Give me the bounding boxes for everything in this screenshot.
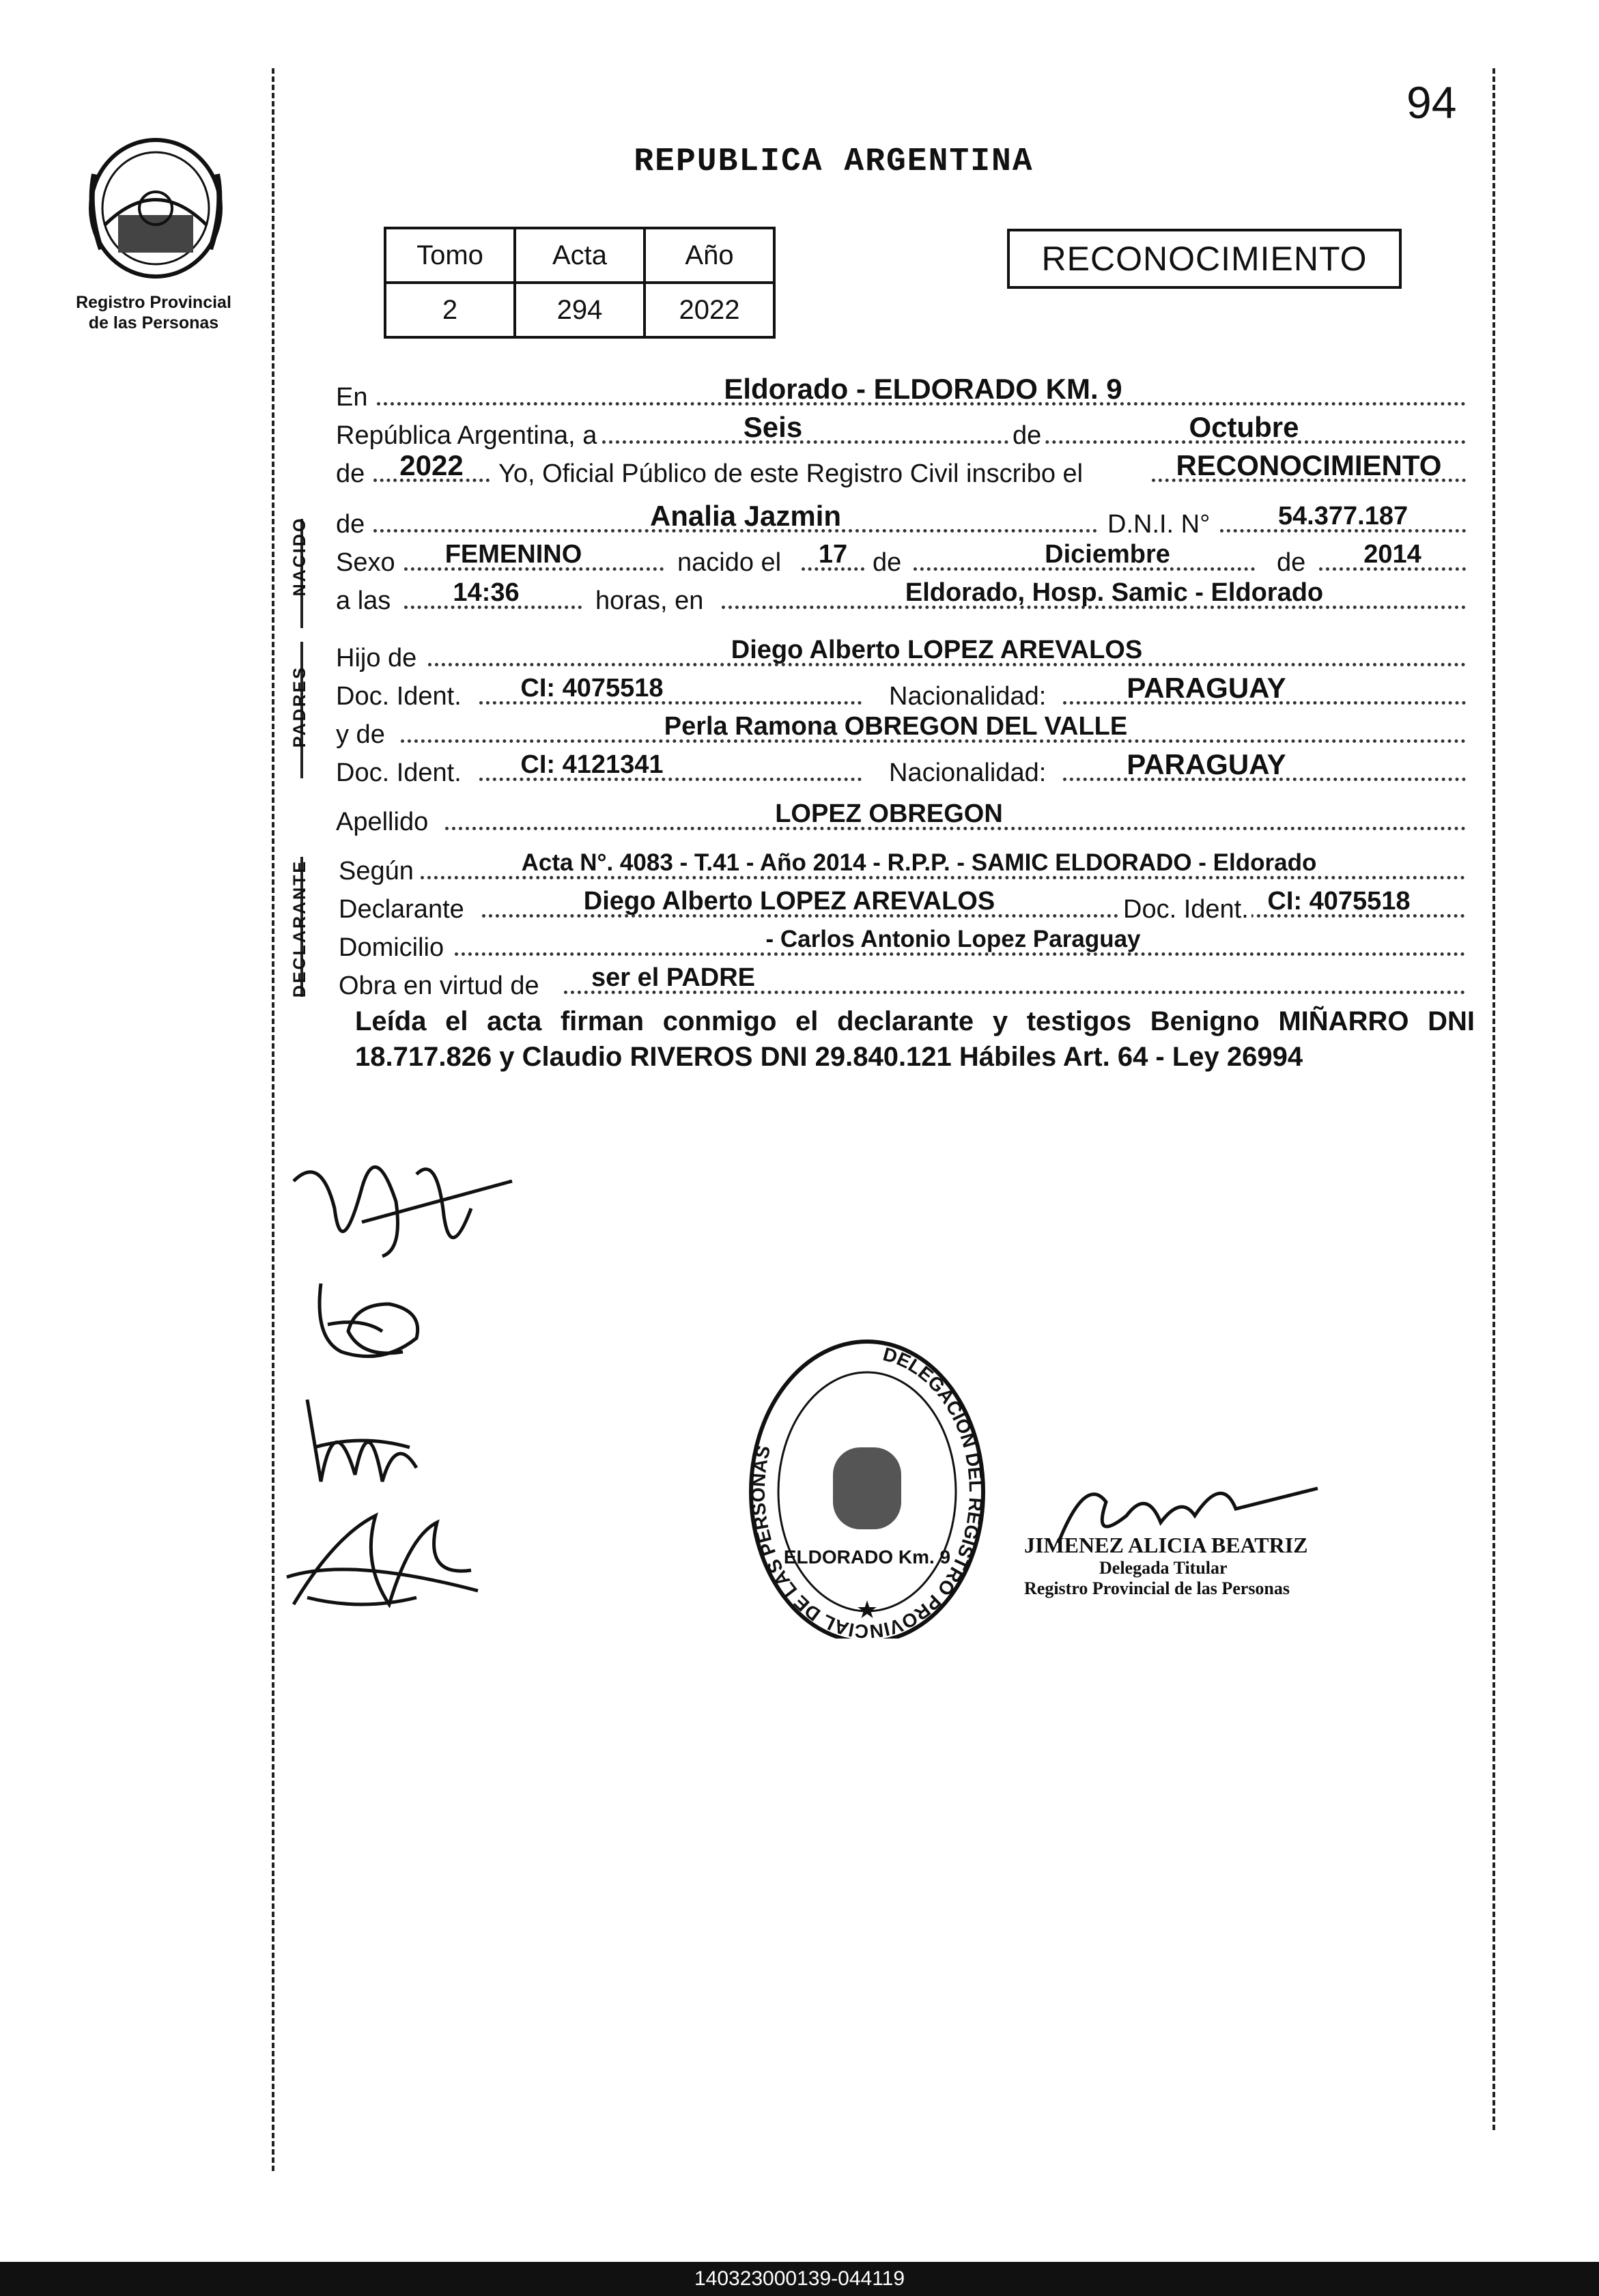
birth-de2-label: de [1277,548,1306,577]
declarante-side-label: DECLARANTE [290,859,309,998]
year-de-label: de [336,459,365,488]
row-en [336,373,1469,411]
padre-value: Diego Alberto LOPEZ AREVALOS [731,636,1143,664]
row-madre [336,710,1469,748]
day-value: Seis [743,411,803,443]
inscribo-value: RECONOCIMIENTO [1176,449,1442,481]
madre-nac-label: Nacionalidad: [889,759,1047,787]
document-type-box: RECONOCIMIENTO [1007,229,1402,289]
witness-1-signature [300,1270,437,1372]
page-number: 94 [1406,77,1457,128]
witness-3-signature [280,1495,485,1618]
signer-role: Delegada Titular [1099,1558,1228,1578]
padre-doc-label: Doc. Ident. [336,682,462,711]
declarante-label: Declarante [339,895,464,924]
en-value: Eldorado - ELDORADO KM. 9 [724,373,1122,405]
en-label: En [336,383,368,412]
padre-doc-value: CI: 4075518 [520,674,664,703]
domicilio-value: - Carlos Antonio Lopez Paraguay [765,926,1141,952]
declarante-doc-label: Doc. Ident. [1120,896,1251,923]
dni-label: D.N.I. N° [1107,510,1211,539]
madre-doc-label: Doc. Ident. [336,759,462,787]
birth-de1-label: de [873,548,902,577]
stamp-ring-text: DELEGACION DEL REGISTRO PROVINCIAL DE LAS PERSONAS [747,1343,987,1639]
row-hijo [336,634,1469,672]
row-nombre [336,500,1469,538]
madre-value: Perla Ramona OBREGON DEL VALLE [664,712,1128,741]
row-obra [339,961,1472,1000]
register-header-anio: Año [645,228,774,283]
republica-label: República Argentina, a [336,421,597,450]
signer-block [1024,1533,1379,1599]
right-margin-line [1492,68,1495,2130]
footer-code: 140323000139-044119 [0,2262,1599,2296]
register-value-acta: 294 [515,283,645,337]
register-value-anio: 2022 [645,283,774,337]
nacido-el-label: nacido el [677,548,782,577]
signer-office: Registro Provincial de las Personas [1024,1578,1290,1598]
hora-value: 14:36 [453,578,520,607]
dni-value: 54.377.187 [1277,502,1409,530]
register-value-tomo: 2 [385,283,515,337]
domicilio-label: Domicilio [339,933,444,962]
sexo-label: Sexo [336,548,395,577]
register-header-tomo: Tomo [385,228,515,283]
month-value: Octubre [1189,411,1299,443]
padres-label: PADRES [290,665,309,748]
padre-nac-label: Nacionalidad: [889,682,1047,711]
obra-label: Obra en virtud de [339,972,539,1000]
register-value-row [385,283,774,337]
nombre-value: Analia Jazmin [649,500,842,532]
row-oficial [336,449,1469,487]
birth-month-value: Diciembre [1045,540,1170,569]
row-segun [339,847,1472,885]
registry-stamp [737,1324,997,1639]
year-value: 2022 [399,449,464,481]
padre-nac-value: PARAGUAY [1127,672,1286,704]
nombre-de-label: de [336,510,365,539]
row-apellido [336,797,1469,836]
hijo-label: Hijo de [336,644,417,672]
row-sexo [336,538,1469,576]
left-margin-line [272,68,274,2171]
closing-line-2: 18.717.826 y Claudio RIVEROS DNI 29.840.121 Hábiles Art. 64 - Ley 26994 [355,1042,1303,1072]
oficial-text: Yo, Oficial Público de este Registro Civil inscribo el [498,459,1084,488]
declarante-doc-value: CI: 4075518 [1267,887,1411,916]
alas-label: a las [336,586,391,615]
row-declarante [339,885,1472,923]
birth-day-value: 17 [818,540,848,569]
declarante-signature [280,1126,526,1277]
row-madre-doc [336,748,1469,786]
sexo-value: FEMENINO [444,540,582,569]
segun-value: Acta N°. 4083 - T.41 - Año 2014 - R.P.P. - SAMIC ELDORADO - Eldorado [521,849,1317,876]
register-table [384,227,776,339]
country-title: REPUBLICA ARGENTINA [634,143,1034,180]
segun-label: Según [339,857,414,885]
madre-nac-value: PARAGUAY [1127,748,1286,780]
svg-text:★: ★ [855,1596,879,1624]
closing-line-1: Leída el acta firman conmigo el declarante y testigos Benigno MIÑARRO DNI [355,1006,1475,1036]
birth-year-value: 2014 [1363,540,1421,569]
horas-en-label: horas, en [595,586,704,615]
caption-line-1: Registro Provincial [76,293,231,312]
madre-doc-value: CI: 4121341 [520,750,664,779]
row-republica [336,411,1469,449]
witness-2-signature [294,1379,430,1502]
month-de-label: de [1008,422,1045,449]
declarante-value: Diego Alberto LOPEZ AREVALOS [583,887,995,916]
row-hora [336,576,1469,614]
yde-label: y de [336,720,385,749]
stamp-inner-text: ELDORADO Km. 9 [783,1546,951,1568]
signer-name: JIMENEZ ALICIA BEATRIZ [1024,1533,1308,1557]
nacido-label: NACIDO [290,516,309,597]
apellido-value: LOPEZ OBREGON [775,799,1003,828]
obra-value: ser el PADRE [591,963,756,992]
row-domicilio [339,923,1472,961]
register-header-row [385,228,774,283]
row-padre-doc [336,672,1469,710]
closing-statement [355,1004,1475,1075]
lugar-value: Eldorado, Hosp. Samic - Eldorado [905,578,1324,607]
apellido-label: Apellido [336,808,429,836]
registry-caption [41,292,266,333]
register-header-acta: Acta [515,228,645,283]
caption-line-2: de las Personas [88,313,219,332]
